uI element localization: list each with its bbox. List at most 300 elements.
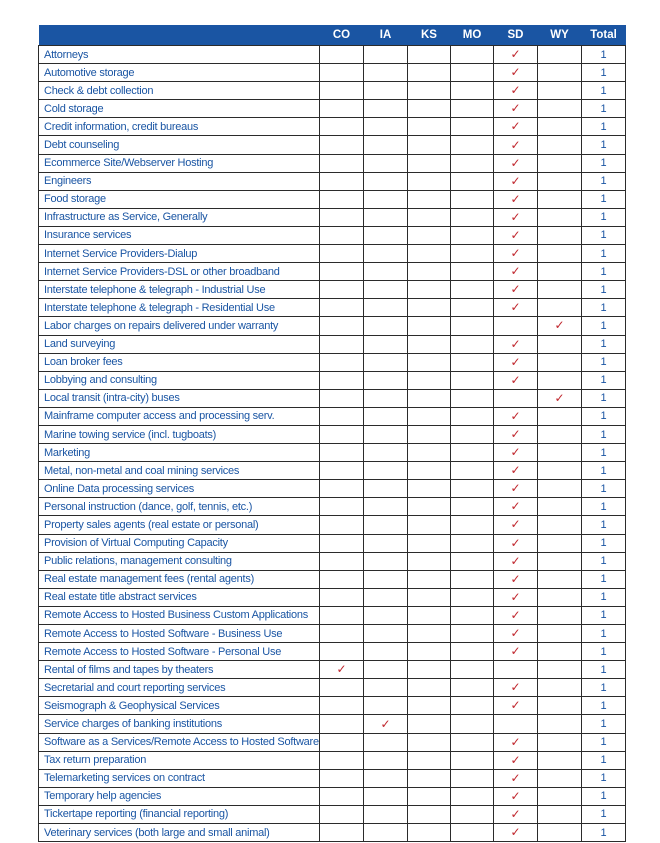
cell-ia (364, 697, 408, 715)
cell-mo (451, 588, 494, 606)
cell-co (320, 64, 364, 82)
service-name: Real estate management fees (rental agents) (39, 570, 320, 588)
cell-wy (538, 46, 582, 64)
total-value: 1 (582, 643, 626, 661)
total-value: 1 (582, 534, 626, 552)
cell-ia (364, 317, 408, 335)
table-row (39, 64, 626, 82)
service-name: Temporary help agencies (39, 787, 320, 805)
cell-co (320, 625, 364, 643)
cell-co (320, 190, 364, 208)
checkmark-icon: ✓ (510, 65, 521, 80)
cell-ks (408, 787, 451, 805)
cell-ks (408, 606, 451, 624)
cell-ks (408, 462, 451, 480)
header-row (39, 25, 626, 46)
column-header-sd: SD (494, 25, 538, 46)
total-value: 1 (582, 425, 626, 443)
checkmark-icon: ✓ (510, 589, 521, 604)
total-value: 1 (582, 46, 626, 64)
cell-co (320, 824, 364, 842)
checkmark-icon: ✓ (510, 481, 521, 496)
checkmark-icon: ✓ (510, 264, 521, 279)
cell-mo (451, 82, 494, 100)
cell-sd (494, 425, 538, 443)
service-name: Local transit (intra-city) buses (39, 389, 320, 407)
total-value: 1 (582, 190, 626, 208)
table-row (39, 172, 626, 190)
total-value: 1 (582, 281, 626, 299)
cell-sd (494, 299, 538, 317)
cell-ks (408, 154, 451, 172)
cell-ia (364, 100, 408, 118)
service-name: Lobbying and consulting (39, 371, 320, 389)
cell-mo (451, 64, 494, 82)
checkmark-icon: ✓ (510, 282, 521, 297)
cell-mo (451, 444, 494, 462)
cell-co (320, 751, 364, 769)
cell-wy (538, 299, 582, 317)
total-value: 1 (582, 552, 626, 570)
table-row (39, 353, 626, 371)
cell-co (320, 335, 364, 353)
cell-wy (538, 570, 582, 588)
cell-mo (451, 407, 494, 425)
cell-wy (538, 715, 582, 733)
cell-sd (494, 715, 538, 733)
total-value: 1 (582, 751, 626, 769)
service-name: Online Data processing services (39, 480, 320, 498)
total-value: 1 (582, 208, 626, 226)
cell-wy (538, 263, 582, 281)
cell-mo (451, 208, 494, 226)
total-value: 1 (582, 154, 626, 172)
cell-mo (451, 263, 494, 281)
cell-ks (408, 335, 451, 353)
cell-sd (494, 444, 538, 462)
cell-sd (494, 606, 538, 624)
checkmark-icon: ✓ (510, 806, 521, 821)
cell-ks (408, 281, 451, 299)
cell-ks (408, 824, 451, 842)
cell-co (320, 425, 364, 443)
checkmark-icon: ✓ (510, 680, 521, 695)
cell-ks (408, 751, 451, 769)
cell-mo (451, 570, 494, 588)
cell-co (320, 172, 364, 190)
cell-ks (408, 118, 451, 136)
cell-ks (408, 425, 451, 443)
cell-co (320, 317, 364, 335)
table-row (39, 570, 626, 588)
total-value: 1 (582, 389, 626, 407)
total-value: 1 (582, 679, 626, 697)
checkmark-icon: ✓ (510, 209, 521, 224)
cell-ks (408, 769, 451, 787)
total-value: 1 (582, 787, 626, 805)
checkmark-icon: ✓ (510, 336, 521, 351)
cell-sd (494, 570, 538, 588)
column-header-ks: KS (408, 25, 451, 46)
cell-wy (538, 407, 582, 425)
total-value: 1 (582, 172, 626, 190)
cell-ia (364, 226, 408, 244)
cell-sd (494, 118, 538, 136)
cell-ia (364, 498, 408, 516)
service-name: Metal, non-metal and coal mining services (39, 462, 320, 480)
cell-co (320, 353, 364, 371)
cell-mo (451, 154, 494, 172)
total-value: 1 (582, 136, 626, 154)
cell-ks (408, 245, 451, 263)
cell-sd (494, 787, 538, 805)
cell-sd (494, 805, 538, 823)
checkmark-icon: ✓ (510, 83, 521, 98)
cell-mo (451, 824, 494, 842)
cell-wy (538, 136, 582, 154)
cell-sd (494, 389, 538, 407)
service-name: Credit information, credit bureaus (39, 118, 320, 136)
cell-ks (408, 299, 451, 317)
table-row (39, 733, 626, 751)
cell-mo (451, 371, 494, 389)
cell-ks (408, 407, 451, 425)
cell-wy (538, 824, 582, 842)
total-value: 1 (582, 335, 626, 353)
table-row (39, 661, 626, 679)
header-service (39, 25, 320, 46)
cell-co (320, 805, 364, 823)
cell-sd (494, 625, 538, 643)
table-row (39, 208, 626, 226)
cell-mo (451, 606, 494, 624)
cell-sd (494, 263, 538, 281)
cell-sd (494, 462, 538, 480)
cell-mo (451, 299, 494, 317)
cell-ia (364, 824, 408, 842)
cell-co (320, 154, 364, 172)
cell-co (320, 661, 364, 679)
cell-ia (364, 46, 408, 64)
cell-mo (451, 552, 494, 570)
cell-sd (494, 317, 538, 335)
cell-ia (364, 299, 408, 317)
checkmark-icon: ✓ (510, 734, 521, 749)
cell-wy (538, 498, 582, 516)
table-row (39, 534, 626, 552)
cell-ia (364, 643, 408, 661)
cell-ia (364, 425, 408, 443)
service-name: Software as a Services/Remote Access to Hosted Software (39, 733, 320, 751)
table-row (39, 444, 626, 462)
cell-sd (494, 371, 538, 389)
service-name: Secretarial and court reporting services (39, 679, 320, 697)
cell-ia (364, 335, 408, 353)
cell-ia (364, 805, 408, 823)
checkmark-icon: ✓ (510, 101, 521, 116)
cell-wy (538, 588, 582, 606)
checkmark-icon: ✓ (510, 517, 521, 532)
cell-mo (451, 353, 494, 371)
cell-sd (494, 136, 538, 154)
cell-mo (451, 516, 494, 534)
cell-co (320, 136, 364, 154)
table-row (39, 82, 626, 100)
checkmark-icon: ✓ (510, 553, 521, 568)
cell-wy (538, 643, 582, 661)
cell-co (320, 82, 364, 100)
cell-co (320, 480, 364, 498)
cell-co (320, 516, 364, 534)
cell-wy (538, 64, 582, 82)
cell-mo (451, 769, 494, 787)
cell-wy (538, 245, 582, 263)
cell-ks (408, 498, 451, 516)
cell-ks (408, 552, 451, 570)
checkmark-icon: ✓ (510, 788, 521, 803)
table-row (39, 335, 626, 353)
checkmark-icon: ✓ (554, 390, 565, 405)
total-value: 1 (582, 697, 626, 715)
cell-wy (538, 534, 582, 552)
cell-co (320, 226, 364, 244)
cell-mo (451, 462, 494, 480)
service-name: Telemarketing services on contract (39, 769, 320, 787)
cell-ia (364, 208, 408, 226)
cell-mo (451, 389, 494, 407)
table-row (39, 625, 626, 643)
cell-ks (408, 317, 451, 335)
checkmark-icon: ✓ (510, 173, 521, 188)
cell-mo (451, 118, 494, 136)
table-row (39, 389, 626, 407)
cell-sd (494, 281, 538, 299)
cell-sd (494, 552, 538, 570)
cell-sd (494, 824, 538, 842)
cell-wy (538, 733, 582, 751)
total-value: 1 (582, 317, 626, 335)
cell-wy (538, 444, 582, 462)
cell-ia (364, 353, 408, 371)
cell-ks (408, 516, 451, 534)
checkmark-icon: ✓ (510, 626, 521, 641)
total-value: 1 (582, 715, 626, 733)
cell-co (320, 697, 364, 715)
table-row (39, 480, 626, 498)
service-name: Loan broker fees (39, 353, 320, 371)
total-value: 1 (582, 769, 626, 787)
total-value: 1 (582, 570, 626, 588)
cell-ks (408, 444, 451, 462)
total-value: 1 (582, 118, 626, 136)
service-name: Remote Access to Hosted Business Custom Applications (39, 606, 320, 624)
cell-ks (408, 64, 451, 82)
cell-wy (538, 154, 582, 172)
cell-wy (538, 480, 582, 498)
service-name: Property sales agents (real estate or personal) (39, 516, 320, 534)
cell-co (320, 570, 364, 588)
cell-co (320, 588, 364, 606)
cell-wy (538, 516, 582, 534)
cell-sd (494, 208, 538, 226)
table-row (39, 407, 626, 425)
cell-co (320, 444, 364, 462)
cell-ks (408, 263, 451, 281)
cell-wy (538, 787, 582, 805)
cell-co (320, 281, 364, 299)
services-table (38, 25, 626, 842)
table-row (39, 46, 626, 64)
checkmark-icon: ✓ (510, 825, 521, 840)
checkmark-icon: ✓ (510, 463, 521, 478)
cell-mo (451, 226, 494, 244)
service-name: Cold storage (39, 100, 320, 118)
checkmark-icon: ✓ (510, 155, 521, 170)
table-row (39, 462, 626, 480)
total-value: 1 (582, 64, 626, 82)
cell-ks (408, 208, 451, 226)
checkmark-icon: ✓ (510, 644, 521, 659)
cell-sd (494, 769, 538, 787)
service-name: Automotive storage (39, 64, 320, 82)
checkmark-icon: ✓ (510, 770, 521, 785)
service-name: Tax return preparation (39, 751, 320, 769)
cell-co (320, 733, 364, 751)
cell-mo (451, 679, 494, 697)
cell-co (320, 715, 364, 733)
cell-sd (494, 190, 538, 208)
service-name: Insurance services (39, 226, 320, 244)
cell-sd (494, 697, 538, 715)
cell-wy (538, 462, 582, 480)
cell-ia (364, 154, 408, 172)
total-value: 1 (582, 824, 626, 842)
cell-sd (494, 154, 538, 172)
cell-wy (538, 100, 582, 118)
table-row (39, 118, 626, 136)
total-value: 1 (582, 444, 626, 462)
cell-co (320, 769, 364, 787)
cell-mo (451, 425, 494, 443)
table-row (39, 805, 626, 823)
cell-ia (364, 263, 408, 281)
column-header-co: CO (320, 25, 364, 46)
table-row (39, 245, 626, 263)
cell-wy (538, 190, 582, 208)
cell-ia (364, 661, 408, 679)
table-row (39, 299, 626, 317)
total-value: 1 (582, 480, 626, 498)
table-row (39, 715, 626, 733)
table-row (39, 787, 626, 805)
cell-sd (494, 46, 538, 64)
checkmark-icon: ✓ (510, 227, 521, 242)
cell-sd (494, 751, 538, 769)
table-body (39, 46, 626, 842)
cell-wy (538, 172, 582, 190)
service-name: Service charges of banking institutions (39, 715, 320, 733)
cell-ia (364, 751, 408, 769)
checkmark-icon: ✓ (510, 354, 521, 369)
cell-ia (364, 679, 408, 697)
cell-sd (494, 733, 538, 751)
cell-sd (494, 534, 538, 552)
cell-ks (408, 625, 451, 643)
table-row (39, 371, 626, 389)
cell-wy (538, 661, 582, 679)
cell-ks (408, 46, 451, 64)
cell-co (320, 552, 364, 570)
total-value: 1 (582, 733, 626, 751)
cell-ks (408, 389, 451, 407)
service-name: Food storage (39, 190, 320, 208)
cell-co (320, 100, 364, 118)
checkmark-icon: ✓ (510, 47, 521, 62)
cell-ia (364, 462, 408, 480)
cell-ia (364, 787, 408, 805)
total-value: 1 (582, 82, 626, 100)
checkmark-icon: ✓ (510, 408, 521, 423)
checkmark-icon: ✓ (510, 752, 521, 767)
checkmark-icon: ✓ (510, 137, 521, 152)
service-name: Mainframe computer access and processing serv. (39, 407, 320, 425)
total-value: 1 (582, 805, 626, 823)
checkmark-icon: ✓ (510, 571, 521, 586)
cell-wy (538, 208, 582, 226)
cell-ks (408, 100, 451, 118)
total-value: 1 (582, 516, 626, 534)
cell-co (320, 534, 364, 552)
cell-co (320, 118, 364, 136)
cell-ks (408, 588, 451, 606)
checkmark-icon: ✓ (380, 716, 391, 731)
column-header-ia: IA (364, 25, 408, 46)
cell-mo (451, 498, 494, 516)
cell-ia (364, 118, 408, 136)
cell-mo (451, 190, 494, 208)
service-name: Marketing (39, 444, 320, 462)
column-header-total: Total (582, 25, 626, 46)
cell-ia (364, 715, 408, 733)
cell-mo (451, 46, 494, 64)
cell-mo (451, 697, 494, 715)
cell-ia (364, 190, 408, 208)
cell-mo (451, 661, 494, 679)
table-row (39, 498, 626, 516)
table-row (39, 317, 626, 335)
cell-wy (538, 82, 582, 100)
cell-ks (408, 190, 451, 208)
cell-wy (538, 805, 582, 823)
table-row (39, 679, 626, 697)
cell-ks (408, 371, 451, 389)
cell-wy (538, 389, 582, 407)
cell-wy (538, 751, 582, 769)
cell-ks (408, 643, 451, 661)
checkmark-icon: ✓ (510, 119, 521, 134)
cell-ia (364, 480, 408, 498)
cell-wy (538, 697, 582, 715)
table-row (39, 606, 626, 624)
cell-mo (451, 733, 494, 751)
service-name: Interstate telephone & telegraph - Industrial Use (39, 281, 320, 299)
table-row (39, 190, 626, 208)
cell-wy (538, 281, 582, 299)
cell-mo (451, 625, 494, 643)
cell-co (320, 263, 364, 281)
total-value: 1 (582, 606, 626, 624)
total-value: 1 (582, 263, 626, 281)
